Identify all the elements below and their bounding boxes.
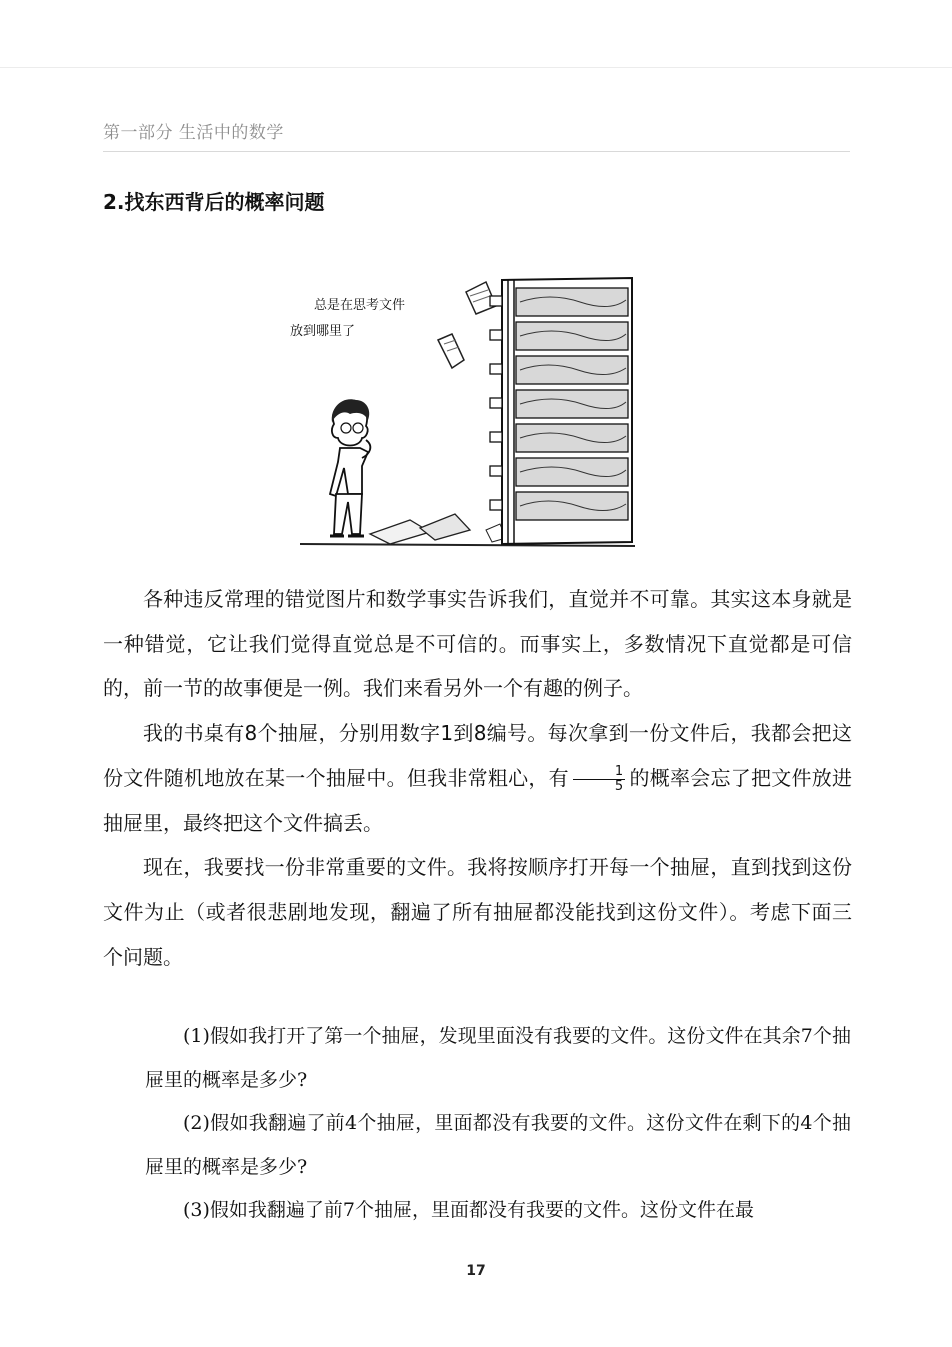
running-head: 第一部分 生活中的数学: [103, 123, 284, 143]
paragraph-2-start: 我的书桌有8个抽屉，分别用数字1到8编号。每次拿到一份文件后，我都会把这份文件随机地放在某一个抽屉中。但我非常粗心，有: [103, 721, 852, 790]
illustration-caption: [290, 293, 470, 345]
fraction-numerator: 1: [573, 765, 625, 780]
paragraph-2-end: 的概率会忘了把文件放进抽屉里，最终把这个文件搞丢。: [103, 765, 853, 835]
body-text: [103, 577, 852, 979]
question-3: (3)假如我翻遍了前7个抽屉，里面都没有我要的文件。这份文件在最: [183, 1199, 755, 1221]
thinking-person-icon: [330, 399, 370, 536]
question-2: (2)假如我翻遍了前4个抽屉，里面都没有我要的文件。这份文件在剩下的4个抽屉里的概率是多少?: [145, 1112, 851, 1178]
question-list: [145, 1015, 851, 1233]
question-1: (1)假如我打开了第一个抽屉，发现里面没有我要的文件。这份文件在其余7个抽屉里的概率是多少?: [145, 1025, 851, 1091]
caption-line-1: 总是在思考文件: [314, 298, 406, 313]
page-number: 17: [466, 1263, 486, 1275]
header-divider: [103, 151, 850, 152]
caption-line-2: 放到哪里了: [290, 324, 356, 339]
paragraph-2: [103, 711, 852, 845]
section-title: 2.找东西背后的概率问题: [103, 190, 325, 214]
fraction-denominator: 5: [614, 778, 624, 794]
cabinet-tower-icon: [490, 278, 632, 544]
paragraph-3: 现在，我要找一份非常重要的文件。我将按顺序打开每一个抽屉，直到找到这份文件为止（或者很悲剧地发现，翻遍了所有抽屉都没能找到这份文件）。考虑下面三个问题。: [103, 855, 852, 969]
paper-pile-icon: [370, 514, 506, 544]
paragraph-1: 各种违反常理的错觉图片和数学事实告诉我们，直觉并不可靠。其实这本身就是一种错觉，它让我们觉得直觉总是不可信的。而事实上，多数情况下直觉都是可信的，前一节的故事便是一例。我们来看另外一个有趣的例子。: [103, 587, 852, 701]
fraction-one-fifth: [573, 765, 625, 794]
top-divider: [0, 67, 952, 68]
